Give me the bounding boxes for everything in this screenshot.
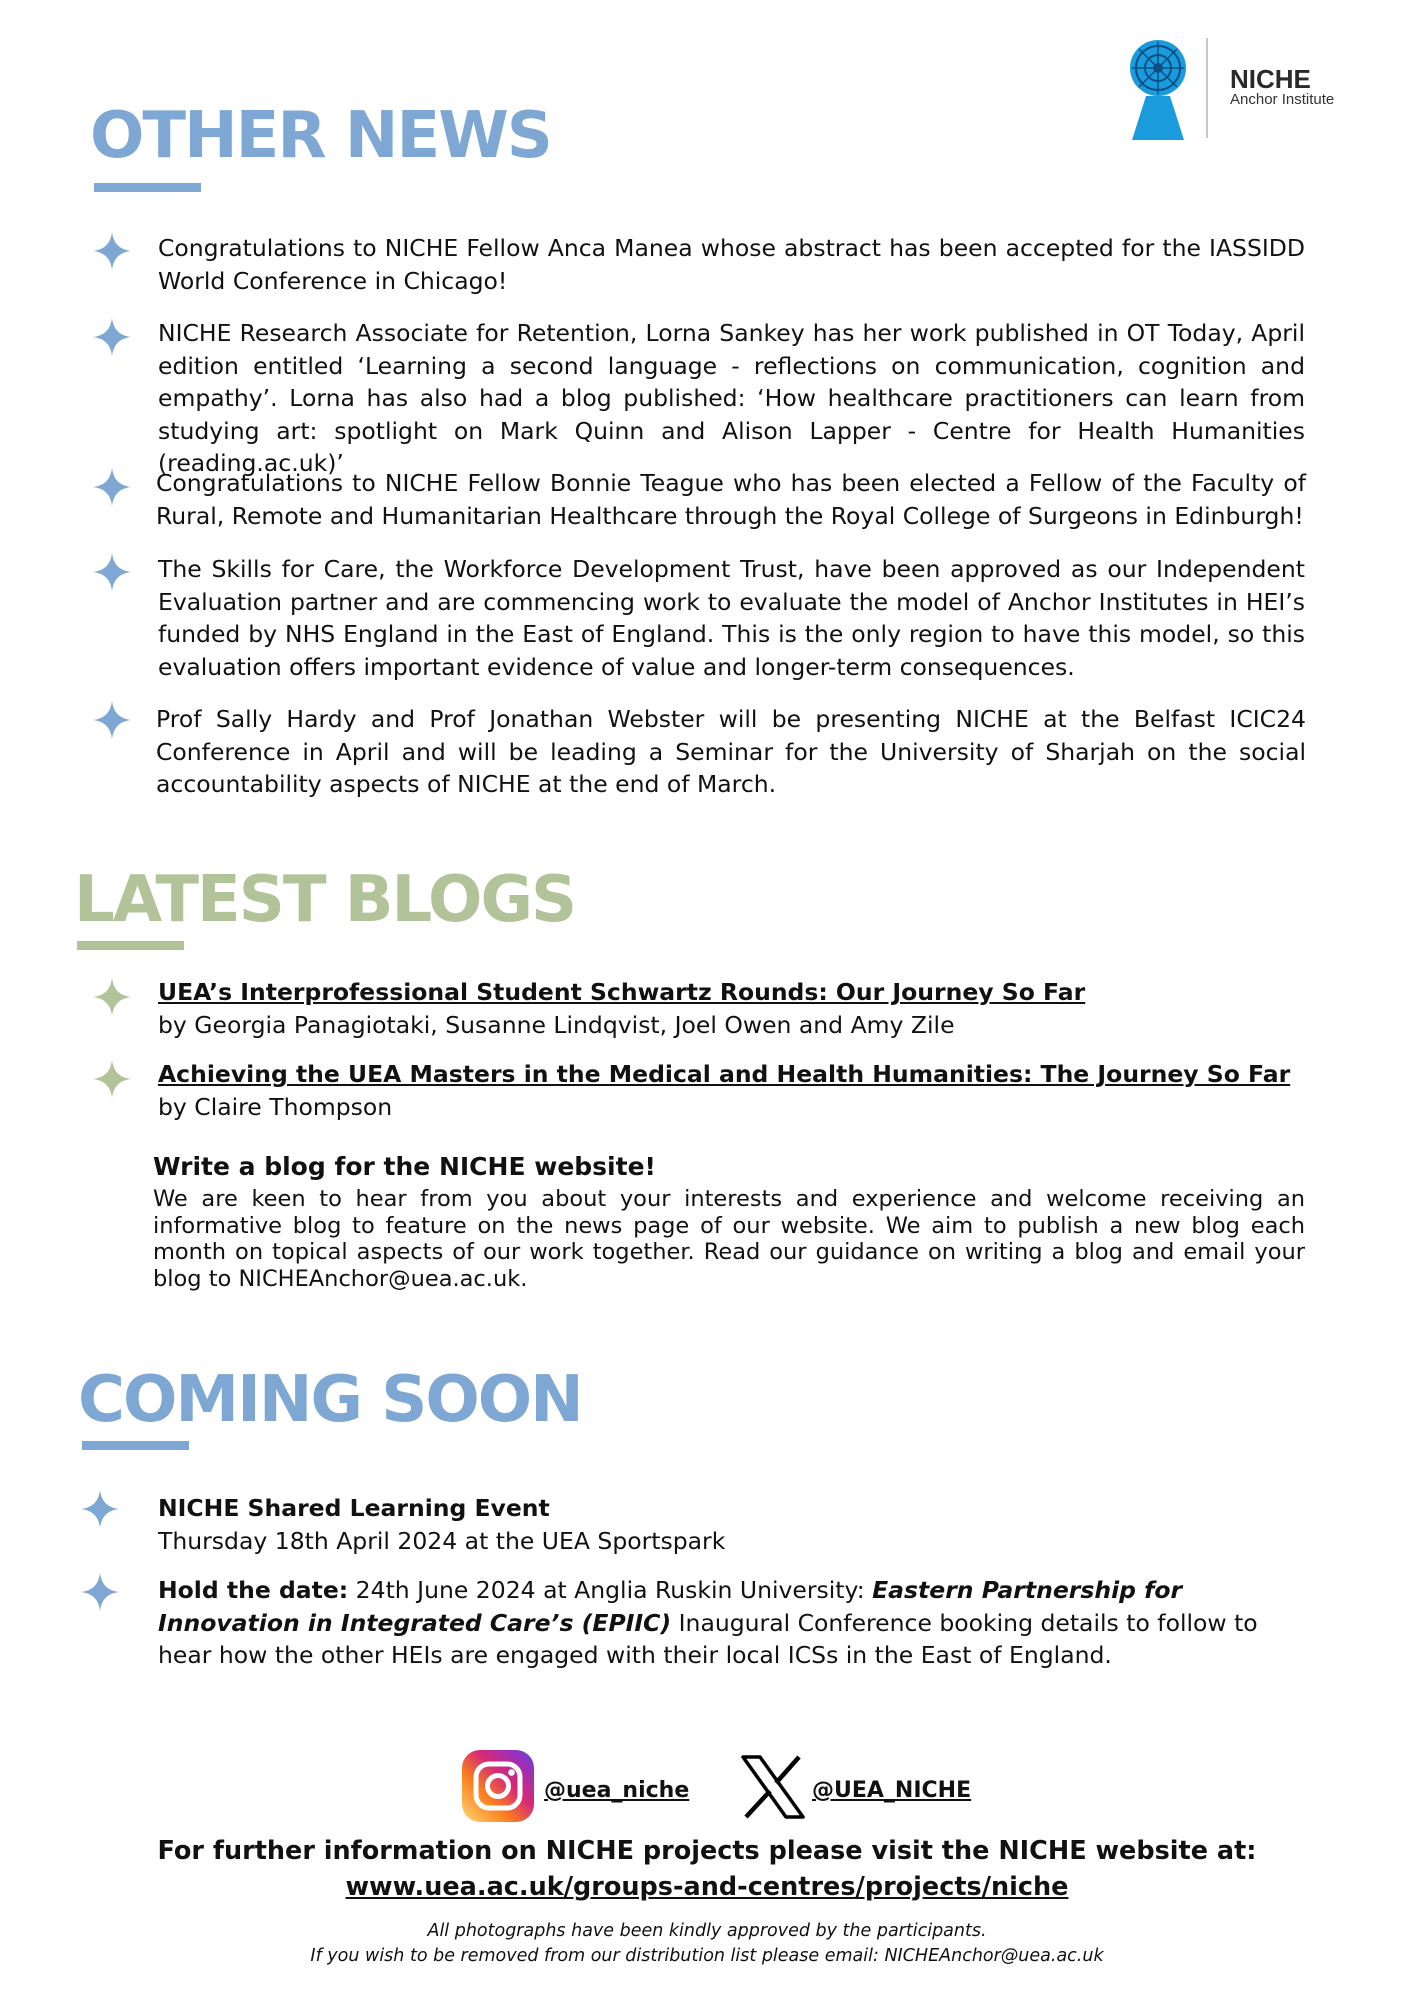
footer-note-unsubscribe: If you wish to be removed from our distribution list please email: NICHEAnchor@uea.ac.uk: [310, 1946, 1104, 1966]
sparkle-bullet-icon: [93, 318, 131, 356]
footer-info: For further information on NICHE projects please visit the NICHE website at:: [157, 1836, 1257, 1866]
x-link[interactable]: [740, 1746, 970, 1826]
x-logo-icon: [740, 1754, 806, 1820]
blog-link[interactable]: Achieving the UEA Masters in the Medical and Health Humanities: The Journey So Far: [158, 1060, 1291, 1088]
logo-name: NICHE: [1230, 64, 1311, 94]
hold-date-label: Hold the date:: [158, 1576, 349, 1604]
event-item: [158, 1574, 1278, 1672]
other-news-underline: [94, 183, 201, 192]
coming-soon-heading: COMING SOON: [78, 1363, 582, 1437]
news-item: Congratulations to NICHE Fellow Anca Manea whose abstract has been accepted for the IASSIDD World Conference in Chicago!: [158, 234, 1305, 295]
blog-link[interactable]: UEA’s Interprofessional Student Schwartz Rounds: Our Journey So Far: [158, 978, 1086, 1006]
sparkle-bullet-icon: [81, 1490, 119, 1528]
latest-blogs-heading: LATEST BLOGS: [74, 863, 576, 937]
logo-subtitle: Anchor Institute: [1230, 91, 1335, 108]
event-item: [158, 1492, 1308, 1557]
footer-note-photos: All photographs have been kindly approved by the participants.: [427, 1921, 987, 1941]
niche-logo: [1118, 38, 1378, 142]
blog-item: [158, 976, 1308, 1041]
news-item: Congratulations to NICHE Fellow Bonnie Teague who has been elected a Fellow of the Faculty of Rural, Remote and Humanitarian Healthcare through the Royal College of Surgeons in Edinburgh!: [156, 469, 1306, 530]
sparkle-bullet-icon: [93, 468, 131, 506]
x-handle[interactable]: @UEA_NICHE: [812, 1778, 972, 1803]
niche-keyhole-logo-icon: [1118, 38, 1198, 142]
instagram-icon: [462, 1750, 534, 1822]
sparkle-bullet-icon: [93, 1060, 131, 1098]
event-text: Inaugural Conference booking details to follow to hear how the other HEIs are engaged with their local ICSs in the East of England.: [158, 1608, 1258, 1669]
event-title: NICHE Shared Learning Event: [158, 1494, 550, 1522]
write-blog-body: We are keen to hear from you about your interests and experience and welcome receiving an informative blog to feature on the news page of our website. We aim to publish a new blog each month on topical aspects of our work together. Read our guidance on writing a blog and email your blog to NICHEAnchor@uea.ac.uk.: [153, 1186, 1305, 1292]
other-news-heading: OTHER NEWS: [90, 99, 551, 173]
news-item: The Skills for Care, the Workforce Development Trust, have been approved as our Independent Evaluation partner and are commencing work to evaluate the model of Anchor Institutes in HEI’s funded by NHS England in the East of England. This is the only region to have this model, so this evaluation offers important evidence of value and longer-term consequences.: [158, 555, 1305, 681]
news-item: NICHE Research Associate for Retention, Lorna Sankey has her work published in OT Today, April edition entitled ‘Learning a second language - reflections on communication, cognition and empathy’. Lorna has also had a blog published: ‘How healthcare practitioners can learn from studying art: spotlight on Mark Quinn and Alison Lapper - Centre for Health Humanities (reading.ac.uk)’: [158, 319, 1305, 477]
coming-soon-underline: [82, 1441, 189, 1450]
event-detail: Thursday 18th April 2024 at the UEA Sportspark: [158, 1526, 726, 1555]
logo-divider: [1206, 38, 1208, 138]
sparkle-bullet-icon: [81, 1573, 119, 1611]
epiic-name: Eastern Partnership for Innovation in Integrated Care’s (EPIIC): [158, 1576, 1183, 1637]
blog-byline: by Georgia Panagiotaki, Susanne Lindqvist, Joel Owen and Amy Zile: [158, 1010, 955, 1039]
latest-blogs-underline: [77, 941, 184, 950]
blog-byline: by Claire Thompson: [158, 1092, 393, 1121]
news-item: Prof Sally Hardy and Prof Jonathan Webster will be presenting NICHE at the Belfast ICIC24 Conference in April and will be leading a Seminar for the University of Sharjah on the social accountability aspects of NICHE at the end of March.: [156, 705, 1306, 798]
instagram-handle[interactable]: @uea_niche: [544, 1778, 690, 1803]
blog-item: [158, 1058, 1308, 1123]
sparkle-bullet-icon: [93, 232, 131, 270]
sparkle-bullet-icon: [93, 701, 131, 739]
footer-website-link[interactable]: www.uea.ac.uk/groups-and-centres/projects/niche: [345, 1872, 1069, 1902]
sparkle-bullet-icon: [93, 978, 131, 1016]
write-blog-heading: Write a blog for the NICHE website!: [153, 1152, 656, 1181]
event-text: 24th June 2024 at Anglia Ruskin University:: [348, 1576, 873, 1604]
sparkle-bullet-icon: [93, 553, 131, 591]
instagram-link[interactable]: [462, 1746, 702, 1826]
